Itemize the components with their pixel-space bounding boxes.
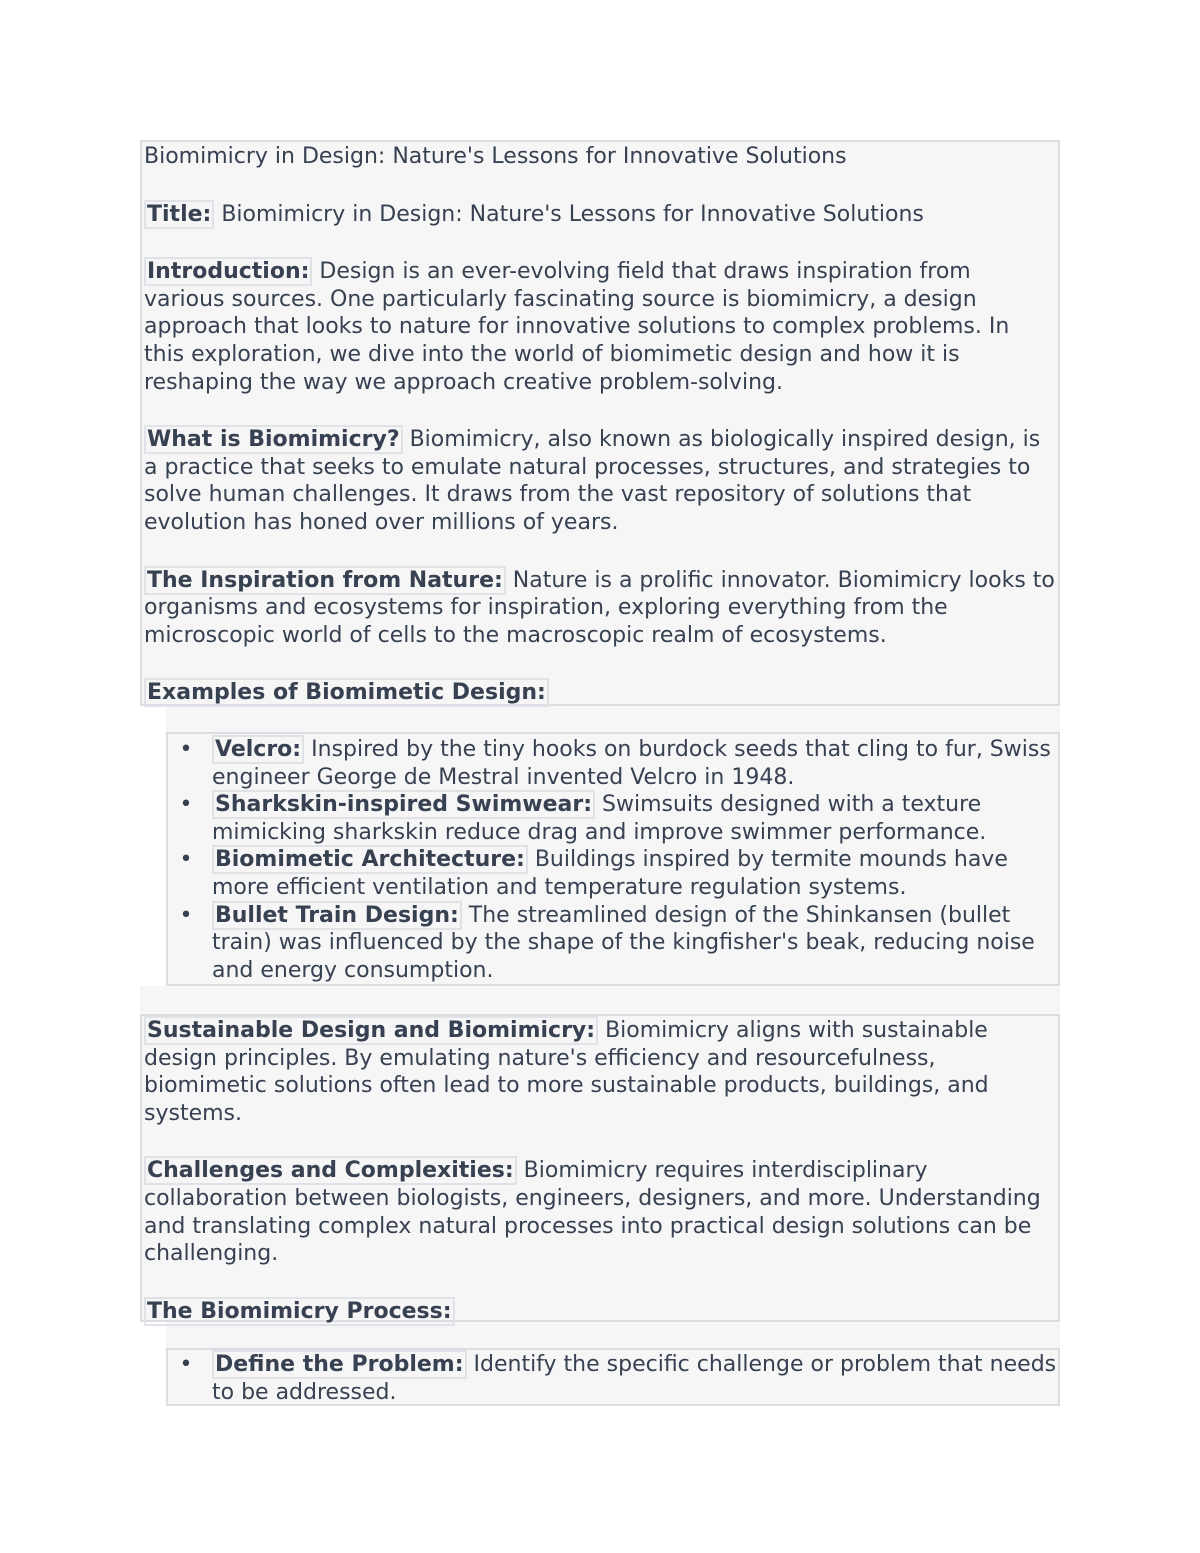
examples-list-block <box>166 732 1060 986</box>
process-list <box>168 1351 1058 1406</box>
what-is-biomimicry-paragraph <box>144 426 1056 536</box>
examples-heading-label: Examples of Biomimetic Design: <box>144 678 549 707</box>
example-label: Bullet Train Design: <box>212 901 462 930</box>
list-item <box>168 902 1058 985</box>
example-text: Swimsuits designed with a texture mimicking sharkskin reduce drag and improve swimmer performance. <box>212 792 987 845</box>
examples-heading-paragraph <box>144 679 1056 707</box>
sustainable-design-text: Biomimicry aligns with sustainable design principles. By emulating nature's efficiency and resourcefulness, biomimetic solutions often lead to more sustainable products, buildings, and systems. <box>144 1018 989 1126</box>
what-is-biomimicry-text: Biomimicry, also known as biologically inspired design, is a practice that seeks to emulate natural processes, structures, and strategies to solve human challenges. It draws from the vast repository of solutions that evolution has honed over millions of years. <box>144 427 1041 535</box>
example-label: Biomimetic Architecture: <box>212 845 528 874</box>
challenges-label: Challenges and Complexities: <box>144 1156 517 1185</box>
process-step-label: Define the Problem: <box>212 1350 467 1379</box>
sustainable-design-label: Sustainable Design and Biomimicry: <box>144 1016 598 1045</box>
process-heading-label: The Biomimicry Process: <box>144 1297 455 1326</box>
inspiration-text: Nature is a prolific innovator. Biomimicry looks to organisms and ecosystems for inspiration, exploring everything from the microscopic world of cells to the macroscopic realm of ecosystems. <box>144 567 1055 648</box>
introduction-label: Introduction: <box>144 257 312 286</box>
document-page <box>140 140 1060 1406</box>
example-text: The streamlined design of the Shinkansen (bullet train) was influenced by the shape of the kingfisher's beak, reducing noise and energy consumption. <box>212 902 1035 983</box>
list-item <box>168 736 1058 791</box>
inspiration-label: The Inspiration from Nature: <box>144 566 506 595</box>
sustainable-design-paragraph <box>144 1017 1058 1127</box>
spacer-strip <box>166 706 1060 732</box>
example-label: Velcro: <box>212 735 304 764</box>
document-heading: Biomimicry in Design: Nature's Lessons for Innovative Solutions <box>144 144 847 169</box>
example-label: Sharkskin-inspired Swimwear: <box>212 790 595 819</box>
inspiration-paragraph <box>144 567 1056 650</box>
process-list-block <box>166 1348 1060 1406</box>
bullet-icon: • <box>179 847 193 873</box>
example-text: Buildings inspired by termite mounds have more efficient ventilation and temperature regulation systems. <box>212 847 1008 900</box>
title-paragraph <box>144 201 1056 229</box>
title-text: Biomimicry in Design: Nature's Lessons for Innovative Solutions <box>221 201 924 227</box>
sustainability-block <box>140 1014 1060 1322</box>
bullet-icon: • <box>179 792 193 818</box>
introduction-text: Design is an ever-evolving field that draws inspiration from various sources. One particularly fascinating source is biomimicry, a design approach that looks to nature for innovative solutions to complex problems. In this exploration, we dive into the world of biomimetic design and how it is reshaping the way we approach creative problem-solving. <box>144 259 1010 395</box>
list-item <box>168 791 1058 846</box>
list-item <box>168 846 1058 901</box>
introduction-paragraph <box>144 258 1056 396</box>
spacer-strip <box>140 986 1060 1014</box>
example-text: Inspired by the tiny hooks on burdock seeds that cling to fur, Swiss engineer George de Mestral invented Velcro in 1948. <box>212 737 1051 790</box>
what-is-biomimicry-label: What is Biomimicry? <box>144 425 403 454</box>
spacer-strip <box>166 1322 1060 1348</box>
intro-block <box>140 140 1060 706</box>
bullet-icon: • <box>179 737 193 762</box>
bullet-icon: • <box>179 1352 193 1377</box>
challenges-paragraph <box>144 1157 1058 1267</box>
bullet-icon: • <box>179 902 193 928</box>
challenges-text: Biomimicry requires interdisciplinary collaboration between biologists, engineers, designers, and more. Understanding and translating complex natural processes into practical design solutions can be challenging. <box>144 1158 1041 1267</box>
title-label: Title: <box>144 200 214 229</box>
process-step-text: Identify the specific challenge or problem that needs to be addressed. <box>212 1352 1057 1405</box>
list-item <box>168 1351 1058 1406</box>
examples-list <box>168 736 1058 984</box>
